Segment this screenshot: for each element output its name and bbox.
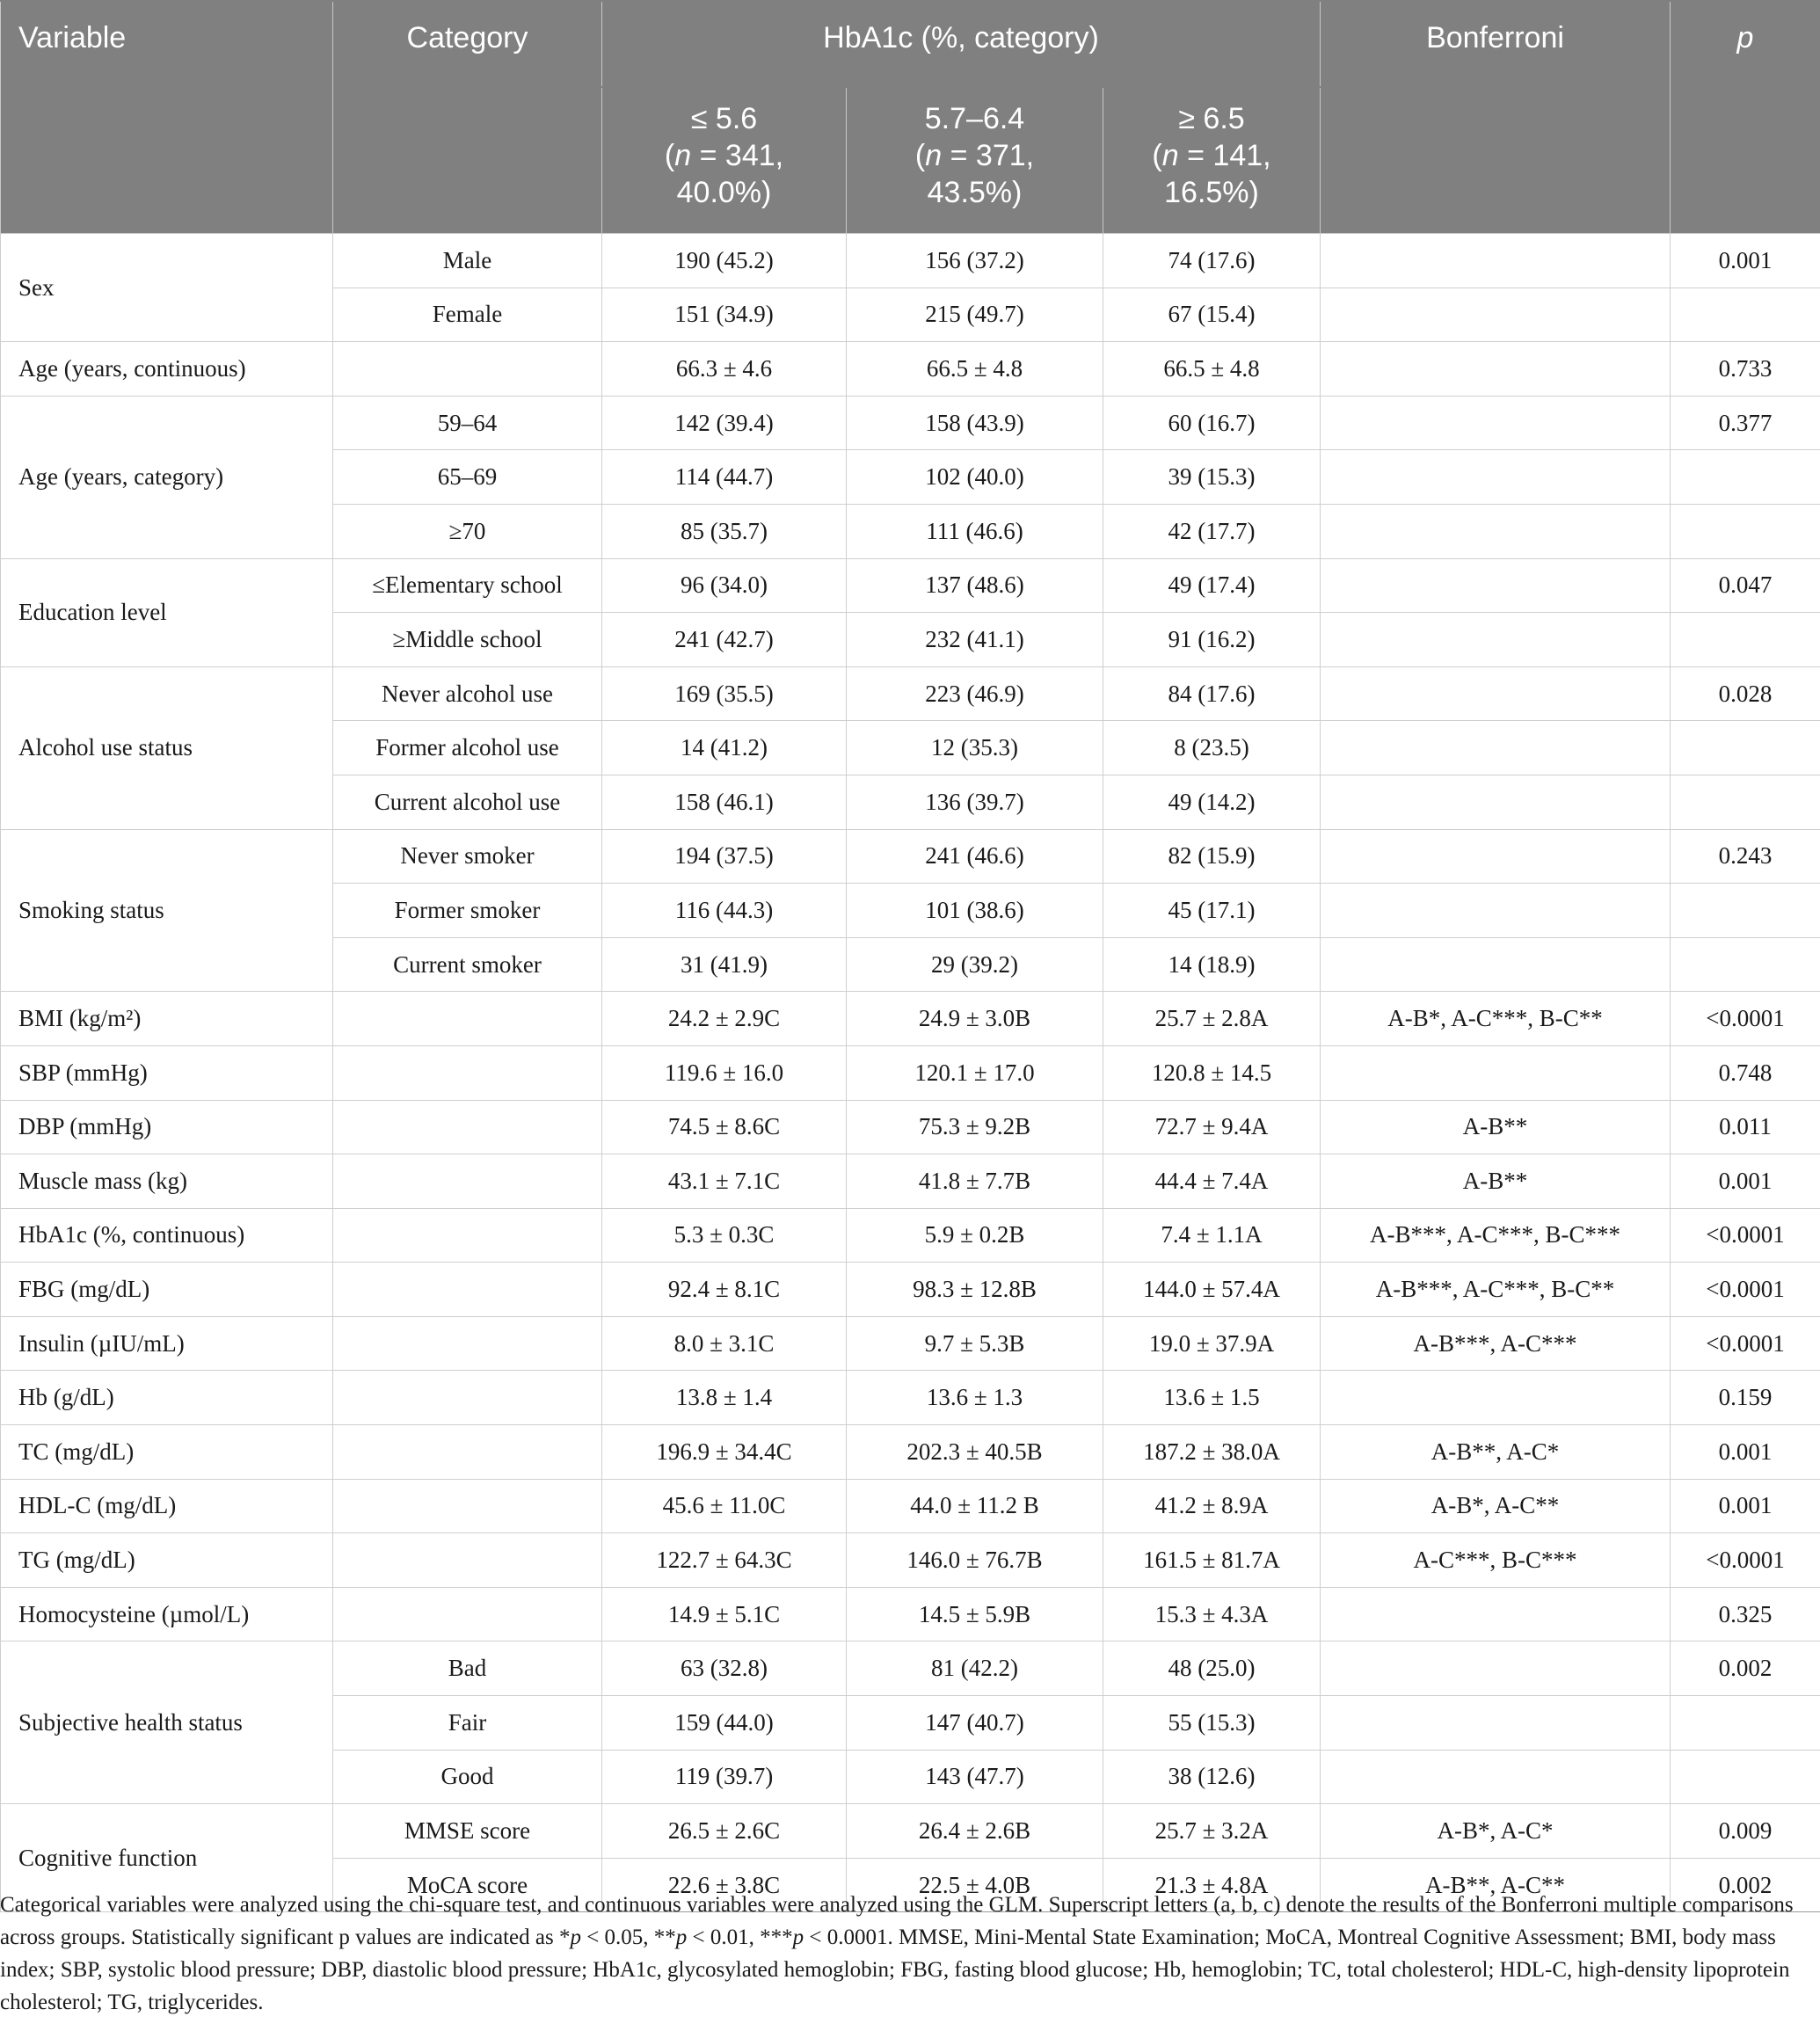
- hba1c-le-5-6-cell: 96 (34.0): [602, 558, 847, 613]
- header-col-2-n: (n = 371,: [914, 139, 1035, 172]
- hba1c-le-5-6-cell: 92.4 ± 8.1C: [602, 1263, 847, 1317]
- category-cell: [333, 1100, 602, 1154]
- hba1c-le-5-6-cell: 169 (35.5): [602, 666, 847, 721]
- table-row: [1, 1642, 1820, 1696]
- bonferroni-cell: [1321, 450, 1671, 505]
- hba1c-ge-6-5-cell: 48 (25.0): [1103, 1642, 1321, 1696]
- hba1c-le-5-6-cell: 66.3 ± 4.6: [602, 342, 847, 397]
- table-body: [1, 234, 1820, 1912]
- hba1c-le-5-6-cell: 45.6 ± 11.0C: [602, 1479, 847, 1533]
- bonferroni-cell: [1321, 1045, 1671, 1100]
- p-value-cell: 0.001: [1671, 1154, 1820, 1209]
- table-row: [1, 1208, 1820, 1263]
- category-cell: Male: [333, 234, 602, 288]
- table-row: [1, 1804, 1820, 1859]
- header-col-1: ≤ 5.6 (n = 341, 40.0%): [602, 87, 847, 234]
- hba1c-le-5-6-cell: 14.9 ± 5.1C: [602, 1587, 847, 1642]
- hba1c-ge-6-5-cell: 84 (17.6): [1103, 666, 1321, 721]
- bonferroni-cell: [1321, 1371, 1671, 1425]
- variable-cell: TC (mg/dL): [1, 1425, 333, 1480]
- hba1c-5-7-6-4-cell: 12 (35.3): [847, 721, 1103, 775]
- p-value-cell: 0.047: [1671, 558, 1820, 613]
- category-cell: [333, 1045, 602, 1100]
- hba1c-ge-6-5-cell: 42 (17.7): [1103, 504, 1321, 558]
- hba1c-le-5-6-cell: 122.7 ± 64.3C: [602, 1533, 847, 1588]
- p-value-cell: [1671, 613, 1820, 667]
- table-row: [1, 558, 1820, 613]
- hba1c-5-7-6-4-cell: 5.9 ± 0.2B: [847, 1208, 1103, 1263]
- p-value-cell: 0.001: [1671, 1425, 1820, 1480]
- hba1c-le-5-6-cell: 31 (41.9): [602, 937, 847, 992]
- p-value-cell: [1671, 937, 1820, 992]
- bonferroni-cell: [1321, 937, 1671, 992]
- variable-cell: Smoking status: [1, 829, 333, 992]
- category-cell: [333, 1263, 602, 1317]
- hba1c-ge-6-5-cell: 72.7 ± 9.4A: [1103, 1100, 1321, 1154]
- category-cell: Never smoker: [333, 829, 602, 884]
- variable-cell: Insulin (µIU/mL): [1, 1316, 333, 1371]
- hba1c-le-5-6-cell: 24.2 ± 2.9C: [602, 992, 847, 1046]
- category-cell: MoCA score: [333, 1858, 602, 1912]
- table-row: [1, 1316, 1820, 1371]
- bonferroni-cell: [1321, 504, 1671, 558]
- variable-cell: Alcohol use status: [1, 666, 333, 829]
- hba1c-le-5-6-cell: 13.8 ± 1.4: [602, 1371, 847, 1425]
- hba1c-5-7-6-4-cell: 137 (48.6): [847, 558, 1103, 613]
- hba1c-5-7-6-4-cell: 14.5 ± 5.9B: [847, 1587, 1103, 1642]
- bonferroni-cell: [1321, 829, 1671, 884]
- category-cell: [333, 1154, 602, 1209]
- bonferroni-cell: [1321, 1750, 1671, 1804]
- category-cell: [333, 1208, 602, 1263]
- hba1c-5-7-6-4-cell: 98.3 ± 12.8B: [847, 1263, 1103, 1317]
- hba1c-ge-6-5-cell: 120.8 ± 14.5: [1103, 1045, 1321, 1100]
- bonferroni-cell: A-B**: [1321, 1154, 1671, 1209]
- p-value-cell: 0.748: [1671, 1045, 1820, 1100]
- hba1c-ge-6-5-cell: 7.4 ± 1.1A: [1103, 1208, 1321, 1263]
- bonferroni-cell: [1321, 396, 1671, 450]
- p-value-cell: [1671, 884, 1820, 938]
- bonferroni-cell: [1321, 1642, 1671, 1696]
- variable-cell: Muscle mass (kg): [1, 1154, 333, 1209]
- variable-cell: Age (years, continuous): [1, 342, 333, 397]
- bonferroni-cell: [1321, 884, 1671, 938]
- bonferroni-cell: [1321, 775, 1671, 829]
- variable-cell: FBG (mg/dL): [1, 1263, 333, 1317]
- hba1c-5-7-6-4-cell: 202.3 ± 40.5B: [847, 1425, 1103, 1480]
- category-cell: Current smoker: [333, 937, 602, 992]
- hba1c-le-5-6-cell: 116 (44.3): [602, 884, 847, 938]
- p-value-cell: [1671, 504, 1820, 558]
- p-value-cell: 0.009: [1671, 1804, 1820, 1859]
- p-value-cell: 0.001: [1671, 1479, 1820, 1533]
- hba1c-le-5-6-cell: 43.1 ± 7.1C: [602, 1154, 847, 1209]
- hba1c-5-7-6-4-cell: 81 (42.2): [847, 1642, 1103, 1696]
- hba1c-ge-6-5-cell: 187.2 ± 38.0A: [1103, 1425, 1321, 1480]
- category-cell: [333, 342, 602, 397]
- table-row: [1, 234, 1820, 288]
- p-value-cell: <0.0001: [1671, 1316, 1820, 1371]
- hba1c-5-7-6-4-cell: 22.5 ± 4.0B: [847, 1858, 1103, 1912]
- category-cell: ≥Middle school: [333, 613, 602, 667]
- bonferroni-cell: [1321, 558, 1671, 613]
- hba1c-le-5-6-cell: 119.6 ± 16.0: [602, 1045, 847, 1100]
- category-cell: Female: [333, 288, 602, 342]
- category-cell: Bad: [333, 1642, 602, 1696]
- p-value-cell: [1671, 721, 1820, 775]
- p-value-cell: [1671, 1696, 1820, 1751]
- header-col-3-n: (n = 141,: [1152, 139, 1271, 172]
- hba1c-ge-6-5-cell: 67 (15.4): [1103, 288, 1321, 342]
- hba1c-5-7-6-4-cell: 13.6 ± 1.3: [847, 1371, 1103, 1425]
- hba1c-ge-6-5-cell: 49 (14.2): [1103, 775, 1321, 829]
- hba1c-ge-6-5-cell: 66.5 ± 4.8: [1103, 342, 1321, 397]
- hba1c-5-7-6-4-cell: 29 (39.2): [847, 937, 1103, 992]
- hba1c-5-7-6-4-cell: 44.0 ± 11.2 B: [847, 1479, 1103, 1533]
- category-cell: Former alcohol use: [333, 721, 602, 775]
- table-row: [1, 1533, 1820, 1588]
- hba1c-le-5-6-cell: 142 (39.4): [602, 396, 847, 450]
- bonferroni-cell: A-B**, A-C**: [1321, 1858, 1671, 1912]
- variable-cell: Sex: [1, 234, 333, 342]
- bonferroni-cell: A-B**, A-C*: [1321, 1425, 1671, 1480]
- hba1c-5-7-6-4-cell: 24.9 ± 3.0B: [847, 992, 1103, 1046]
- hba1c-le-5-6-cell: 26.5 ± 2.6C: [602, 1804, 847, 1859]
- category-cell: [333, 1587, 602, 1642]
- bonferroni-cell: A-B*, A-C*: [1321, 1804, 1671, 1859]
- hba1c-5-7-6-4-cell: 146.0 ± 76.7B: [847, 1533, 1103, 1588]
- category-cell: 59–64: [333, 396, 602, 450]
- hba1c-5-7-6-4-cell: 102 (40.0): [847, 450, 1103, 505]
- category-cell: [333, 1316, 602, 1371]
- variable-cell: Homocysteine (µmol/L): [1, 1587, 333, 1642]
- variable-cell: HbA1c (%, continuous): [1, 1208, 333, 1263]
- hba1c-5-7-6-4-cell: 147 (40.7): [847, 1696, 1103, 1751]
- hba1c-le-5-6-cell: 190 (45.2): [602, 234, 847, 288]
- hba1c-ge-6-5-cell: 15.3 ± 4.3A: [1103, 1587, 1321, 1642]
- header-col-2: 5.7–6.4 (n = 371, 43.5%): [847, 87, 1103, 234]
- category-cell: Good: [333, 1750, 602, 1804]
- hba1c-le-5-6-cell: 158 (46.1): [602, 775, 847, 829]
- bonferroni-cell: A-B***, A-C***, B-C***: [1321, 1208, 1671, 1263]
- category-cell: 65–69: [333, 450, 602, 505]
- hba1c-ge-6-5-cell: 13.6 ± 1.5: [1103, 1371, 1321, 1425]
- variable-cell: HDL-C (mg/dL): [1, 1479, 333, 1533]
- hba1c-ge-6-5-cell: 19.0 ± 37.9A: [1103, 1316, 1321, 1371]
- p-value-cell: <0.0001: [1671, 1208, 1820, 1263]
- hba1c-ge-6-5-cell: 21.3 ± 4.8A: [1103, 1858, 1321, 1912]
- variable-cell: Cognitive function: [1, 1804, 333, 1912]
- hba1c-5-7-6-4-cell: 143 (47.7): [847, 1750, 1103, 1804]
- hba1c-5-7-6-4-cell: 223 (46.9): [847, 666, 1103, 721]
- table-row: [1, 1154, 1820, 1209]
- bonferroni-cell: A-B**: [1321, 1100, 1671, 1154]
- p-value-cell: [1671, 775, 1820, 829]
- p-value-cell: <0.0001: [1671, 1533, 1820, 1588]
- hba1c-le-5-6-cell: 114 (44.7): [602, 450, 847, 505]
- hba1c-ge-6-5-cell: 55 (15.3): [1103, 1696, 1321, 1751]
- bonferroni-cell: A-B*, A-C***, B-C**: [1321, 992, 1671, 1046]
- table-footnote: Categorical variables were analyzed using the chi-square test, and continuous variables were analyzed using the GLM. Superscript letters (a, b, c) denote the results of the Bonferroni multiple comparisons across groups. Statistically significant p values are indicated as *p < 0.05, **p < 0.01, ***p < 0.0001. MMSE, Mini-Mental State Examination; MoCA, Montreal Cognitive Assessment; BMI, body mass index; SBP, systolic blood pressure; DBP, diastolic blood pressure; HbA1c, glycosylated hemoglobin; FBG, fasting blood glucose; Hb, hemoglobin; TC, total cholesterol; HDL-C, high-density lipoprotein cholesterol; TG, triglycerides.: [0, 1893, 1794, 2014]
- bonferroni-cell: [1321, 1587, 1671, 1642]
- hba1c-ge-6-5-cell: 39 (15.3): [1103, 450, 1321, 505]
- hba1c-5-7-6-4-cell: 9.7 ± 5.3B: [847, 1316, 1103, 1371]
- hba1c-5-7-6-4-cell: 232 (41.1): [847, 613, 1103, 667]
- hba1c-5-7-6-4-cell: 158 (43.9): [847, 396, 1103, 450]
- table-row: [1, 829, 1820, 884]
- category-cell: Never alcohol use: [333, 666, 602, 721]
- hba1c-le-5-6-cell: 85 (35.7): [602, 504, 847, 558]
- header-variable: Variable: [1, 1, 333, 234]
- hba1c-ge-6-5-cell: 45 (17.1): [1103, 884, 1321, 938]
- hba1c-le-5-6-cell: 119 (39.7): [602, 1750, 847, 1804]
- hba1c-ge-6-5-cell: 161.5 ± 81.7A: [1103, 1533, 1321, 1588]
- table-row: [1, 1479, 1820, 1533]
- bonferroni-cell: [1321, 288, 1671, 342]
- variable-cell: Hb (g/dL): [1, 1371, 333, 1425]
- p-value-cell: 0.002: [1671, 1858, 1820, 1912]
- p-value-cell: [1671, 288, 1820, 342]
- hba1c-le-5-6-cell: 241 (42.7): [602, 613, 847, 667]
- variable-cell: Education level: [1, 558, 333, 666]
- category-cell: [333, 1425, 602, 1480]
- hba1c-ge-6-5-cell: 60 (16.7): [1103, 396, 1321, 450]
- variable-cell: TG (mg/dL): [1, 1533, 333, 1588]
- p-value-cell: [1671, 450, 1820, 505]
- variable-cell: DBP (mmHg): [1, 1100, 333, 1154]
- bonferroni-cell: A-B***, A-C***, B-C**: [1321, 1263, 1671, 1317]
- hba1c-5-7-6-4-cell: 136 (39.7): [847, 775, 1103, 829]
- hba1c-ge-6-5-cell: 8 (23.5): [1103, 721, 1321, 775]
- hba1c-5-7-6-4-cell: 101 (38.6): [847, 884, 1103, 938]
- p-value-cell: 0.733: [1671, 342, 1820, 397]
- hba1c-ge-6-5-cell: 41.2 ± 8.9A: [1103, 1479, 1321, 1533]
- p-value-cell: 0.028: [1671, 666, 1820, 721]
- hba1c-ge-6-5-cell: 44.4 ± 7.4A: [1103, 1154, 1321, 1209]
- category-cell: Fair: [333, 1696, 602, 1751]
- table-row: [1, 992, 1820, 1046]
- p-value-cell: 0.011: [1671, 1100, 1820, 1154]
- category-cell: [333, 1479, 602, 1533]
- hba1c-ge-6-5-cell: 49 (17.4): [1103, 558, 1321, 613]
- table-row: [1, 666, 1820, 721]
- hba1c-le-5-6-cell: 159 (44.0): [602, 1696, 847, 1751]
- hba1c-le-5-6-cell: 63 (32.8): [602, 1642, 847, 1696]
- bonferroni-cell: A-C***, B-C***: [1321, 1533, 1671, 1588]
- table-row: [1, 1263, 1820, 1317]
- hba1c-ge-6-5-cell: 25.7 ± 3.2A: [1103, 1804, 1321, 1859]
- bonferroni-cell: A-B***, A-C***: [1321, 1316, 1671, 1371]
- header-bonferroni: Bonferroni: [1321, 1, 1671, 234]
- hba1c-le-5-6-cell: 22.6 ± 3.8C: [602, 1858, 847, 1912]
- p-value-cell: <0.0001: [1671, 992, 1820, 1046]
- category-cell: [333, 992, 602, 1046]
- hba1c-le-5-6-cell: 14 (41.2): [602, 721, 847, 775]
- header-category: Category: [333, 1, 602, 234]
- hba1c-le-5-6-cell: 8.0 ± 3.1C: [602, 1316, 847, 1371]
- category-cell: ≤Elementary school: [333, 558, 602, 613]
- hba1c-ge-6-5-cell: 144.0 ± 57.4A: [1103, 1263, 1321, 1317]
- bonferroni-cell: [1321, 342, 1671, 397]
- hba1c-5-7-6-4-cell: 111 (46.6): [847, 504, 1103, 558]
- p-value-cell: 0.377: [1671, 396, 1820, 450]
- hba1c-5-7-6-4-cell: 66.5 ± 4.8: [847, 342, 1103, 397]
- hba1c-5-7-6-4-cell: 156 (37.2): [847, 234, 1103, 288]
- header-col-1-n: (n = 341,: [664, 139, 784, 172]
- bonferroni-cell: A-B*, A-C**: [1321, 1479, 1671, 1533]
- p-value-cell: 0.159: [1671, 1371, 1820, 1425]
- hba1c-ge-6-5-cell: 25.7 ± 2.8A: [1103, 992, 1321, 1046]
- variable-cell: BMI (kg/m²): [1, 992, 333, 1046]
- table-row: [1, 1100, 1820, 1154]
- bonferroni-cell: [1321, 1696, 1671, 1751]
- hba1c-ge-6-5-cell: 74 (17.6): [1103, 234, 1321, 288]
- hba1c-ge-6-5-cell: 91 (16.2): [1103, 613, 1321, 667]
- hba1c-5-7-6-4-cell: 26.4 ± 2.6B: [847, 1804, 1103, 1859]
- table-row: [1, 396, 1820, 450]
- p-value-cell: [1671, 1750, 1820, 1804]
- table-row: [1, 1587, 1820, 1642]
- p-value-cell: 0.002: [1671, 1642, 1820, 1696]
- p-value-cell: <0.0001: [1671, 1263, 1820, 1317]
- bonferroni-cell: [1321, 613, 1671, 667]
- bonferroni-cell: [1321, 721, 1671, 775]
- bonferroni-cell: [1321, 666, 1671, 721]
- header-p: p: [1671, 1, 1820, 234]
- p-value-cell: 0.243: [1671, 829, 1820, 884]
- table-row: [1, 1371, 1820, 1425]
- category-cell: MMSE score: [333, 1804, 602, 1859]
- bonferroni-cell: [1321, 234, 1671, 288]
- table-header: [1, 1, 1820, 234]
- hba1c-le-5-6-cell: 74.5 ± 8.6C: [602, 1100, 847, 1154]
- hba1c-5-7-6-4-cell: 120.1 ± 17.0: [847, 1045, 1103, 1100]
- table-row: [1, 1425, 1820, 1480]
- hba1c-5-7-6-4-cell: 75.3 ± 9.2B: [847, 1100, 1103, 1154]
- header-col-3: ≥ 6.5 (n = 141, 16.5%): [1103, 87, 1321, 234]
- hba1c-5-7-6-4-cell: 215 (49.7): [847, 288, 1103, 342]
- hba1c-ge-6-5-cell: 38 (12.6): [1103, 1750, 1321, 1804]
- hba1c-le-5-6-cell: 151 (34.9): [602, 288, 847, 342]
- category-cell: Former smoker: [333, 884, 602, 938]
- hba1c-5-7-6-4-cell: 241 (46.6): [847, 829, 1103, 884]
- category-cell: Current alcohol use: [333, 775, 602, 829]
- header-hba1c-group: HbA1c (%, category): [602, 1, 1321, 87]
- category-cell: [333, 1533, 602, 1588]
- table-row: [1, 342, 1820, 397]
- hba1c-ge-6-5-cell: 14 (18.9): [1103, 937, 1321, 992]
- hba1c-le-5-6-cell: 5.3 ± 0.3C: [602, 1208, 847, 1263]
- category-cell: [333, 1371, 602, 1425]
- category-cell: ≥70: [333, 504, 602, 558]
- table-row: [1, 1045, 1820, 1100]
- p-value-cell: 0.325: [1671, 1587, 1820, 1642]
- p-value-cell: 0.001: [1671, 234, 1820, 288]
- hba1c-ge-6-5-cell: 82 (15.9): [1103, 829, 1321, 884]
- variable-cell: SBP (mmHg): [1, 1045, 333, 1100]
- hba1c-5-7-6-4-cell: 41.8 ± 7.7B: [847, 1154, 1103, 1209]
- hba1c-le-5-6-cell: 194 (37.5): [602, 829, 847, 884]
- variable-cell: Subjective health status: [1, 1642, 333, 1804]
- hba1c-le-5-6-cell: 196.9 ± 34.4C: [602, 1425, 847, 1480]
- variable-cell: Age (years, category): [1, 396, 333, 558]
